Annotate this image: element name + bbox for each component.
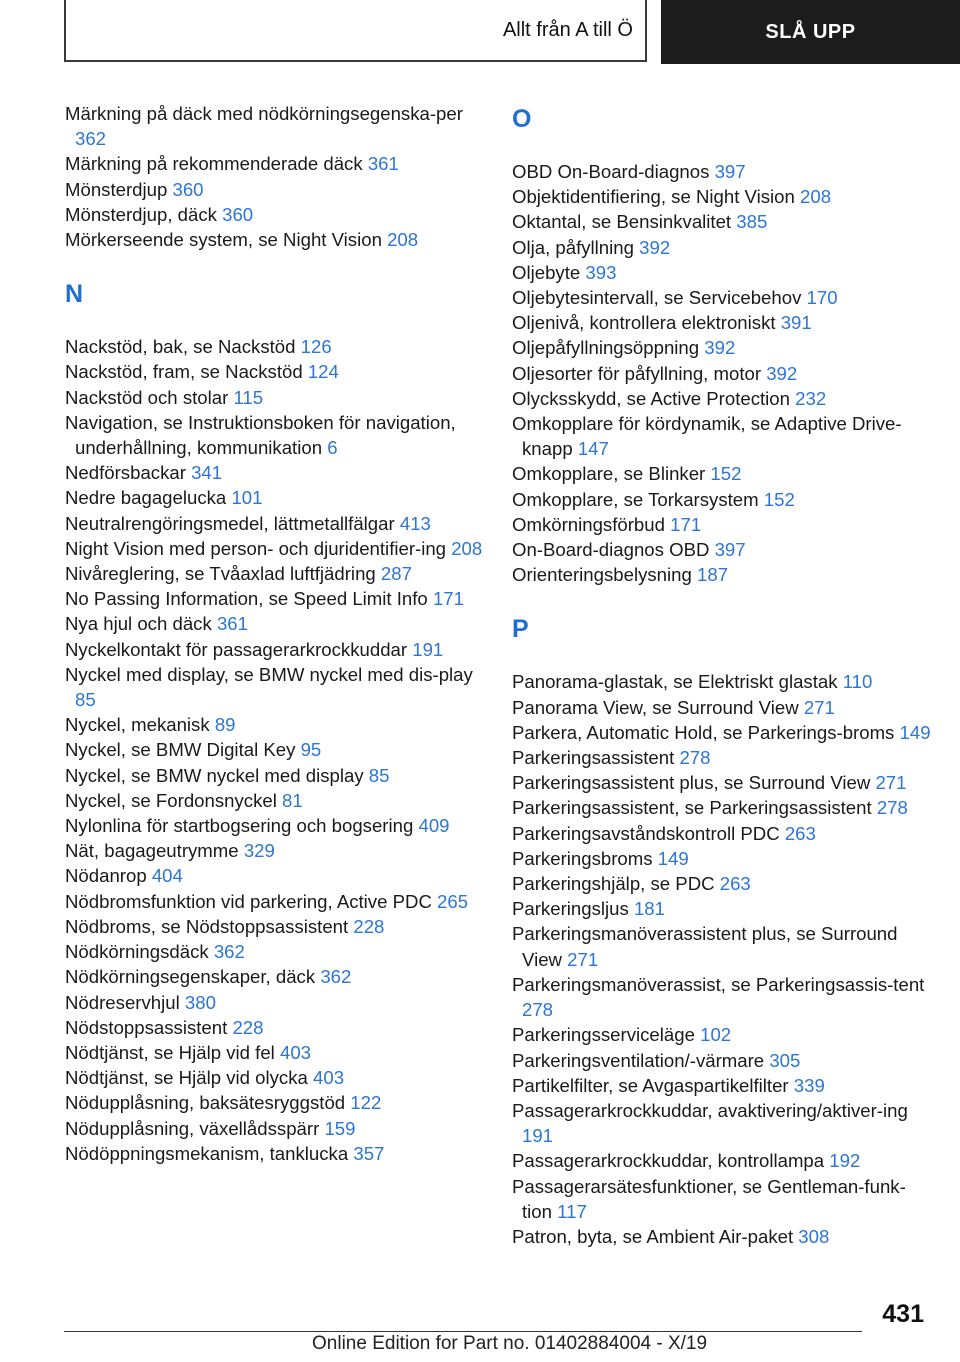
index-entry [65, 485, 485, 510]
index-entry [512, 235, 932, 260]
page-link[interactable]: 392 [704, 337, 736, 359]
index-entry-text: Parkeringsavståndskontroll PDC [512, 822, 780, 844]
index-entry-text: On-Board-diagnos OBD [512, 539, 710, 561]
index-entry [512, 1098, 932, 1148]
index-entry [65, 611, 485, 636]
page-link[interactable]: 187 [697, 564, 729, 586]
index-entry-text: Nödupplåsning, växellådsspärr [65, 1117, 320, 1139]
index-entry-text: Mönsterdjup [65, 178, 168, 200]
tab-look-up[interactable] [661, 0, 960, 64]
index-entry-text: Nivåreglering, se Tvåaxlad luftfjädring [65, 563, 376, 585]
index-entry [65, 939, 485, 964]
index-column-right [512, 101, 932, 1249]
page-link[interactable]: 81 [282, 789, 303, 811]
index-entry-text: Nyckel, se BMW Digital Key [65, 739, 296, 761]
page-link[interactable]: 392 [766, 362, 798, 384]
index-entry [512, 537, 932, 562]
index-entry-text: Nödtjänst, se Hjälp vid olycka [65, 1067, 308, 1089]
index-entry-text: Parkeringsbroms [512, 847, 653, 869]
index-entry-text: Oljenivå, kontrollera elektroniskt [512, 312, 776, 334]
index-entry [65, 385, 485, 410]
index-entry [512, 745, 932, 770]
page-link[interactable]: 126 [300, 336, 332, 358]
index-entry-text: Partikelfilter, se Avgaspartikelfilter [512, 1074, 789, 1096]
index-entry [512, 1022, 932, 1047]
tab-a-to-z-label: Allt från A till Ö [502, 18, 633, 41]
index-entry-text: Nackstöd, fram, se Nackstöd [65, 361, 303, 383]
index-entry [65, 637, 485, 662]
page-link[interactable]: 413 [399, 512, 431, 534]
index-entry-text: Parkera, Automatic Hold, se Parkerings-broms [512, 721, 895, 743]
index-entry-text: Parkeringsmanöverassistent plus, se Surround View [512, 923, 898, 970]
page-link[interactable]: 170 [806, 287, 838, 309]
page-link[interactable]: 228 [353, 915, 385, 937]
page-link[interactable]: 362 [75, 128, 107, 150]
index-entry-text: Parkeringsmanöverassist, se Parkeringsassis-tent [512, 973, 925, 995]
index-entry [512, 310, 932, 335]
index-entry [65, 662, 485, 712]
index-entry-text: Omkörningsförbud [512, 513, 665, 535]
index-entry-text: Nyckel, mekanisk [65, 714, 210, 736]
index-entry [512, 720, 932, 745]
page-link[interactable]: 339 [793, 1074, 825, 1096]
index-letter-heading: N [65, 280, 84, 309]
index-entry-text: Nödkörningsegenskaper, däck [65, 966, 316, 988]
index-entry [65, 889, 485, 914]
page-link[interactable]: 397 [714, 161, 746, 182]
index-entry [512, 871, 932, 896]
page-link[interactable]: 278 [522, 999, 554, 1021]
index-entry-text: Passagerarkrockkuddar, kontrollampa [512, 1150, 825, 1172]
index-entry-text: Nackstöd och stolar [65, 386, 229, 408]
page-link[interactable]: 392 [639, 236, 671, 258]
page-link[interactable]: 357 [353, 1142, 385, 1164]
index-entry [65, 763, 485, 788]
index-entry-text: Oljebyte [512, 261, 581, 283]
tab-look-up-label: SLÅ UPP [765, 20, 856, 43]
page-link[interactable]: 149 [657, 847, 689, 869]
page-link[interactable]: 403 [279, 1041, 312, 1063]
index-entry-text: Oktantal, se Bensinkvalitet [512, 211, 732, 233]
page-link[interactable]: 361 [216, 613, 248, 635]
index-entry [512, 512, 932, 537]
index-entry-text: Mörkerseende system, se Night Vision [65, 229, 382, 251]
index-entry-text: Oljebytesintervall, se Servicebehov [512, 287, 802, 309]
page-link[interactable]: 271 [875, 772, 907, 794]
page-link[interactable]: 208 [451, 537, 483, 559]
page-link[interactable]: 403 [313, 1067, 345, 1089]
index-entry [512, 361, 932, 386]
page-link[interactable]: 191 [522, 1125, 554, 1147]
index-entry [65, 914, 485, 939]
page-link[interactable]: 385 [736, 211, 768, 233]
page-link[interactable]: 391 [780, 312, 812, 334]
page-link[interactable]: 208 [387, 229, 419, 251]
index-entry [65, 788, 485, 813]
index-entry-text: Nödbromsfunktion vid parkering, Active PDC [65, 890, 432, 912]
page-link[interactable]: 263 [784, 822, 816, 844]
page-link[interactable]: 95 [300, 739, 322, 761]
index-entry [65, 1116, 485, 1141]
tab-a-to-z[interactable] [64, 0, 647, 62]
page-link[interactable]: 263 [719, 873, 751, 895]
index-entry-text: Objektidentifiering, se Night Vision [512, 186, 795, 208]
index-entry-text: Nyckel, se BMW nyckel med display [65, 764, 364, 786]
index-entry [512, 209, 932, 234]
index-entry-text: Parkeringsassistent [512, 747, 675, 769]
index-entry [65, 1141, 485, 1166]
index-entry [512, 1174, 932, 1224]
index-entry-text: Nödstoppsassistent [65, 1016, 228, 1038]
index-entry [512, 487, 932, 512]
page-link[interactable]: 171 [432, 588, 464, 610]
index-entry [512, 159, 932, 184]
page-link[interactable]: 152 [763, 488, 795, 510]
index-entry [65, 334, 485, 359]
index-entry [512, 562, 932, 587]
page-link[interactable]: 393 [585, 261, 617, 283]
index-entry-text: Patron, byta, se Ambient Air-paket [512, 1225, 794, 1247]
index-entry-text: Nödbroms, se Nödstoppsassistent [65, 915, 349, 937]
index-entry-text: Olja, påfyllning [512, 236, 634, 258]
index-entry [512, 821, 932, 846]
index-entry [512, 972, 932, 1022]
index-entry [65, 586, 485, 611]
index-entry [65, 813, 485, 838]
index-entry [65, 964, 485, 989]
index-entry [512, 260, 932, 285]
page-link[interactable]: 228 [232, 1016, 264, 1038]
footer-divider [64, 1331, 862, 1332]
page-link[interactable]: 329 [243, 840, 275, 862]
index-entry-text: Passagerarsätesfunktioner, se Gentleman-funk-tion [512, 1175, 906, 1222]
page-link[interactable]: 124 [307, 361, 339, 383]
index-entry-text: Night Vision med person- och djuridentifier-ing [65, 537, 447, 559]
index-entry-text: Oljepåfyllningsöppning [512, 337, 700, 359]
page-link[interactable]: 122 [350, 1092, 382, 1114]
index-entry-text: OBD On-Board-diagnos [512, 161, 710, 182]
index-entry-text: Navigation, se Instruktionsboken för navigation, underhållning, kommunikation [65, 411, 456, 459]
page-link[interactable]: 362 [320, 966, 352, 988]
page-link[interactable]: 208 [800, 186, 832, 208]
index-entry [512, 335, 932, 360]
index-entry-text: Nylonlina för startbogsering och bogsering [65, 815, 414, 837]
index-entry [65, 561, 485, 586]
index-entry [65, 202, 485, 227]
index-entry [512, 184, 932, 209]
page-link[interactable]: 360 [172, 178, 204, 200]
index-entry-text: Parkeringsassistent plus, se Surround View [512, 772, 871, 794]
index-column-left [65, 101, 485, 1166]
index-letter-heading: O [512, 105, 532, 133]
page-link[interactable]: 305 [769, 1049, 801, 1071]
index-entry-text: Passagerarkrockkuddar, avaktivering/aktiver-ing [512, 1099, 908, 1121]
index-entry [65, 1090, 485, 1115]
index-entry-text: Nödöppningsmekanism, tanklucka [65, 1142, 349, 1164]
index-entry-text: Märkning på rekommenderade däck [65, 153, 363, 175]
index-entry [65, 1015, 485, 1040]
index-entry-text: Neutralrengöringsmedel, lättmetallfälgar [65, 512, 395, 534]
page-link[interactable]: 147 [577, 438, 609, 460]
index-entry-text: Nedre bagagelucka [65, 487, 227, 509]
index-entry [512, 770, 932, 795]
page-link[interactable]: 191 [412, 638, 444, 660]
index-entry [512, 1048, 932, 1073]
index-entry-text: Orienteringsbelysning [512, 564, 692, 586]
page-link[interactable]: 85 [368, 764, 390, 786]
index-entry [65, 737, 485, 762]
page-link[interactable]: 159 [324, 1117, 356, 1139]
page-link[interactable]: 152 [710, 463, 742, 485]
index-entry [65, 177, 485, 202]
page-link[interactable]: 361 [367, 153, 399, 175]
edition-text: Online Edition for Part no. 01402884004 - X/19 [312, 1333, 708, 1354]
page-link[interactable]: 89 [214, 714, 236, 736]
index-entry [512, 285, 932, 310]
page-link[interactable]: 6 [327, 437, 338, 459]
index-entry [65, 151, 485, 176]
index-entry-text: Nedförsbackar [65, 462, 186, 484]
page-link[interactable]: 380 [184, 991, 216, 1013]
index-entry [512, 386, 932, 411]
index-entry-text: Omkopplare för kördynamik, se Adaptive Drive-knapp [512, 413, 902, 460]
index-entry-text: Panorama View, se Surround View [512, 696, 799, 718]
page-link[interactable]: 232 [795, 387, 827, 409]
page-link[interactable]: 171 [670, 513, 702, 535]
index-entry-text: Oljesorter för påfyllning, motor [512, 362, 762, 384]
index-entry-text: Nät, bagageutrymme [65, 840, 239, 862]
index-entry-text: Märkning på däck med nödkörningsegenska-per [65, 103, 463, 124]
index-entry [65, 536, 485, 561]
index-entry-text: Parkeringsserviceläge [512, 1024, 695, 1046]
index-entry-text: Nyckelkontakt för passagerarkrockkuddar [65, 638, 408, 660]
index-entry-text: Mönsterdjup, däck [65, 203, 217, 225]
page-link[interactable]: 110 [842, 671, 873, 693]
index-entry [512, 846, 932, 871]
index-entry-text: Parkeringsassistent, se Parkeringsassistent [512, 797, 872, 819]
index-entry [65, 712, 485, 737]
page-link[interactable]: 360 [222, 203, 254, 225]
index-entry [65, 511, 485, 536]
index-entry-text: Nödupplåsning, baksätesryggstöd [65, 1092, 346, 1114]
index-entry [512, 896, 932, 921]
index-entry [512, 795, 932, 820]
index-entry-text: Olycksskydd, se Active Protection [512, 387, 790, 409]
index-entry-text: Nyckel med display, se BMW nyckel med dis-play [65, 663, 473, 685]
index-entry-text: Parkeringsventilation/-värmare [512, 1049, 765, 1071]
index-entry [65, 990, 485, 1015]
page-link[interactable]: 409 [418, 815, 450, 837]
index-entry-text: Nackstöd, bak, se Nackstöd [65, 336, 296, 358]
index-entry [65, 838, 485, 863]
index-entry [512, 1148, 932, 1173]
page-link[interactable]: 287 [380, 563, 412, 585]
page-link[interactable]: 404 [151, 865, 183, 887]
index-entry-text: Nyckel, se Fordonsnyckel [65, 789, 277, 811]
page-link[interactable]: 181 [633, 898, 665, 920]
index-entry [512, 669, 932, 694]
page-link[interactable]: 117 [557, 1200, 587, 1222]
page-link[interactable]: 341 [191, 462, 223, 484]
index-entry [512, 1073, 932, 1098]
index-entry [65, 101, 485, 151]
index-entry [65, 227, 485, 252]
index-entry [512, 921, 932, 971]
index-entry-text: Nödanrop [65, 865, 147, 887]
index-entry-text: No Passing Information, se Speed Limit Info [65, 588, 428, 610]
page-link[interactable]: 278 [876, 797, 908, 819]
index-entry-text: Nya hjul och däck [65, 613, 212, 635]
page-link[interactable]: 115 [233, 386, 264, 408]
page-link[interactable]: 271 [567, 948, 599, 970]
page-link[interactable]: 265 [437, 890, 469, 912]
page-link[interactable]: 85 [75, 689, 96, 711]
index-entry-text: Omkopplare, se Blinker [512, 463, 706, 485]
index-entry-text: Panorama-glastak, se Elektriskt glastak [512, 671, 838, 693]
page-link[interactable]: 101 [231, 487, 263, 509]
index-entry-text: Parkeringshjälp, se PDC [512, 873, 715, 895]
index-entry [65, 1040, 485, 1065]
index-entry [65, 359, 485, 384]
index-entry [512, 1224, 932, 1249]
top-bar [64, 0, 960, 64]
index-entry-text: Omkopplare, se Torkarsystem [512, 488, 759, 510]
index-entry [65, 460, 485, 485]
page-number: 431 [882, 1300, 924, 1328]
index-entry [65, 863, 485, 888]
page-link[interactable]: 278 [679, 747, 711, 769]
index-entry-text: Nödreservhjul [65, 991, 180, 1013]
index-entry [65, 410, 485, 460]
page-link[interactable]: 102 [700, 1024, 732, 1046]
index-letter-heading: P [512, 615, 529, 644]
index-entry-text: Nödkörningsdäck [65, 941, 209, 963]
index-entry-text: Parkeringsljus [512, 898, 629, 920]
page-link[interactable]: 308 [798, 1225, 830, 1247]
page-link[interactable]: 192 [829, 1150, 861, 1172]
index-entry [65, 1065, 485, 1090]
index-entry [512, 695, 932, 720]
page-link[interactable]: 362 [213, 941, 245, 963]
page-link[interactable]: 271 [803, 696, 835, 718]
index-entry [512, 411, 932, 461]
page-link[interactable]: 397 [714, 539, 746, 561]
index-entry [512, 461, 932, 486]
page-link[interactable]: 149 [899, 721, 931, 743]
index-entry-text: Nödtjänst, se Hjälp vid fel [65, 1041, 275, 1063]
